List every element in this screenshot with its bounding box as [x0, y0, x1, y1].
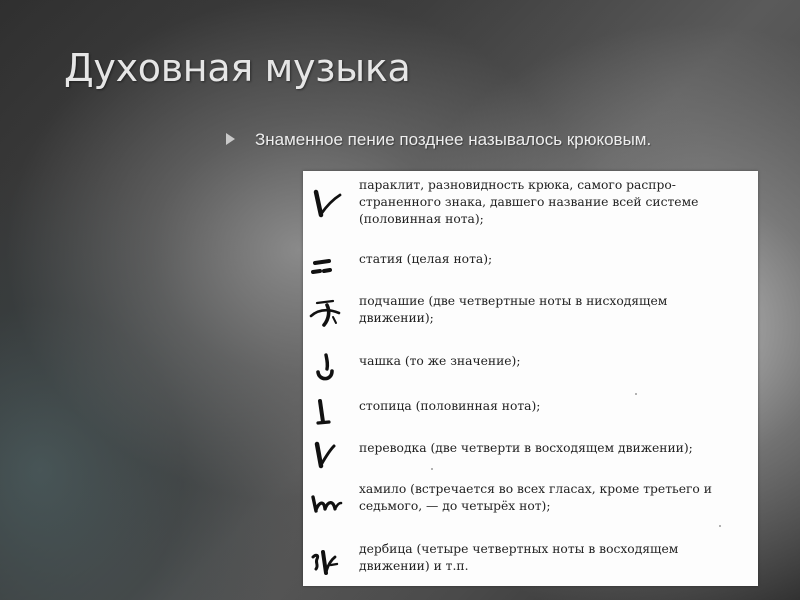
bullet-point — [226, 130, 651, 150]
statiya-neume-icon — [307, 247, 347, 287]
perevodka-neume-icon — [307, 434, 347, 474]
slide-title: Духовная музыка — [64, 46, 411, 90]
neume-description: хамило (встречается во всех гласах, кроме третьего и седьмого, — до четырёх нот); — [359, 482, 712, 513]
neume-description: статия (целая нота); — [359, 252, 493, 266]
bullet-text: Знаменное пение позднее называлось крюковым. — [255, 130, 652, 149]
scan-speck — [719, 525, 721, 527]
neume-description: стопица (половинная нота); — [359, 399, 541, 413]
scan-speck — [635, 393, 637, 395]
neume-description: параклит, разновидность крюка, самого распро- страненного знака, давшего название всей системе (половинная нота); — [359, 178, 699, 226]
neume-description: переводка (две четверти в восходящем движении); — [359, 441, 693, 455]
bullet-arrow-icon — [226, 133, 235, 145]
podchashie-neume-icon — [307, 293, 347, 333]
neume-description: подчашие (две четвертные ноты в нисходящем движении); — [359, 294, 668, 325]
scan-speck — [431, 468, 433, 470]
neume-description: дербица (четыре четвертных ноты в восходящем движении) и т.п. — [359, 542, 679, 573]
stopitsa-neume-icon — [307, 392, 347, 432]
paraklit-neume-icon — [307, 181, 347, 221]
neume-description: чашка (то же значение); — [359, 354, 521, 368]
scanned-neume-table-image — [303, 171, 758, 586]
khamilo-neume-icon — [307, 483, 347, 523]
derbitsa-neume-icon — [307, 541, 347, 581]
chashka-neume-icon — [307, 347, 347, 387]
